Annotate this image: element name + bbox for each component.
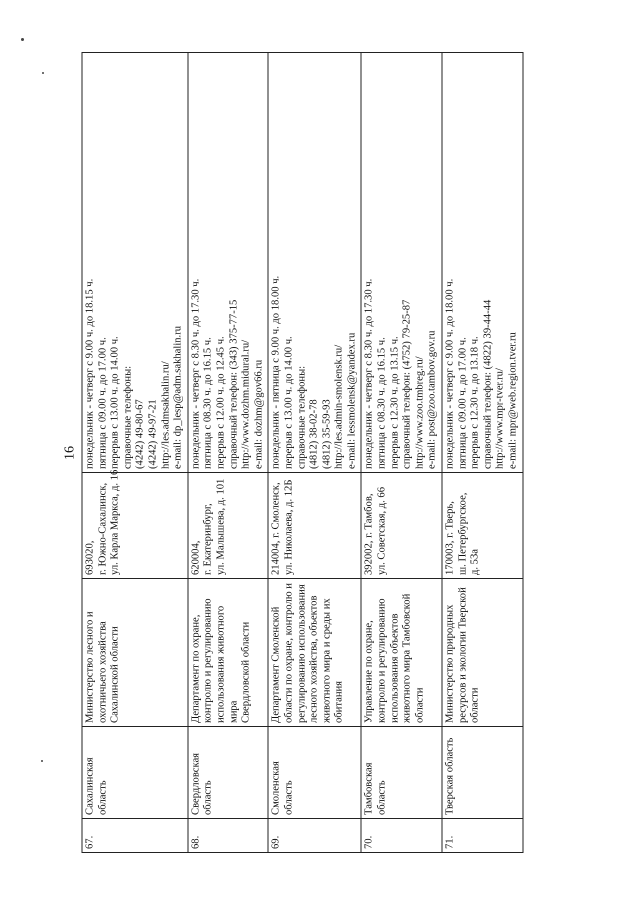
contact-line: перерыв с 12.00 ч. до 12.45 ч. [215, 335, 227, 469]
organization-cell [188, 578, 269, 726]
address-line: ул. Николаева, д. 12Б [283, 479, 295, 575]
contact-line: перерыв с 13.00 ч. до 14.00 ч. [109, 335, 121, 469]
organization-line: области [469, 687, 481, 723]
organization-line: Свердловской области [240, 621, 252, 723]
organization-line: ресурсов и экологии Тверской [457, 586, 469, 723]
contact-line: понедельник - пятница с 9.00 ч. до 18.00 ч. [270, 275, 282, 469]
region-name: Тверская область [444, 737, 456, 815]
address-cell [361, 472, 442, 578]
contact-line: справочный телефон: (4822) 39-44-44 [482, 299, 494, 469]
contact-line: (4812) 38-02-78 [308, 398, 320, 469]
contact-line: справочный телефон: (343) 375-77-15 [228, 299, 240, 469]
organization-line: Департамент по охране, [190, 614, 202, 723]
table-row [442, 52, 523, 852]
organization-line: области [414, 687, 426, 723]
contact-line: перерыв с 12.30 ч. до 13.18 ч. [469, 335, 481, 469]
contact-line: пятница с 09.00 ч. до 17.00 ч. [457, 336, 469, 469]
row-number: 67. [84, 835, 96, 849]
contact-line: понедельник - четверг с 8.30 ч. до 17.30 ч. [190, 278, 202, 469]
row-number: 69. [270, 835, 282, 849]
contact-link[interactable]: http://www.zoo.tmbreg.ru/ [414, 355, 426, 469]
contact-link[interactable]: e-mail: lessmolensk@yandex.ru [346, 332, 358, 469]
row-number: 71. [444, 835, 456, 849]
organization-line: лесного хозяйства, объектов [308, 595, 320, 723]
address-line: ул. Малышева, д. 101 [215, 478, 227, 575]
contact-line: пятница с 09.00 ч. до 17.00 ч. [97, 336, 109, 469]
row-number-cell [188, 818, 269, 852]
address-line: ул. Советская, д. 66 [376, 486, 388, 575]
region-cell [82, 726, 188, 818]
organization-line: обитания [333, 680, 345, 723]
contact-link[interactable]: e-mail: post@zoo.tambov.gov.ru [426, 330, 438, 469]
organization-line: Министерство лесного и [84, 610, 96, 723]
row-number-cell [361, 818, 442, 852]
table-row [82, 52, 188, 852]
contact-line: понедельник - четверг с 8.30 ч. до 17.30 ч. [363, 278, 375, 469]
address-line: 214004, г. Смоленск, [270, 481, 282, 575]
contact-link[interactable]: http://les.admin-smolensk.ru/ [333, 344, 345, 469]
region-cell [361, 726, 442, 818]
region-name: Свердловская область [190, 752, 214, 815]
contact-link[interactable]: http://les.admsakhalin.ru/ [160, 360, 172, 469]
contact-line: (4242) 49-80-67 [134, 398, 146, 469]
address-cell [268, 472, 361, 578]
contact-line: понедельник - четверг с 9.00 ч. до 18.15 ч. [84, 278, 96, 469]
address-line: 170003, г. Тверь, [444, 500, 456, 575]
address-line: 620004, [190, 540, 202, 575]
agencies-table [82, 52, 524, 853]
contact-line: пятница с 08.30 ч. до 16.15 ч. [202, 336, 214, 469]
region-cell [442, 726, 523, 818]
address-line: г. Южно-Сахалинск, [97, 482, 109, 575]
region-name: Смоленская область [270, 760, 295, 815]
address-cell [188, 472, 269, 578]
organization-line: животного мира и среды их [321, 597, 333, 723]
organization-line: Управление по охране, [363, 619, 375, 723]
contact-line: перерыв с 13.00 ч. до 14.00 ч. [283, 335, 295, 469]
organization-line: охотничьего хозяйства [97, 620, 109, 723]
address-line: д. 53а [469, 548, 481, 575]
organization-cell [442, 578, 523, 726]
organization-line: Департамент Смоленской [270, 606, 282, 723]
contact-line: (4242) 49-97-21 [147, 398, 159, 469]
contacts-cell [361, 52, 442, 472]
contact-link[interactable]: http://www.dozhm.midural.ru/ [240, 339, 252, 469]
table-row [361, 52, 442, 852]
contact-line: справочные телефоны: [122, 365, 134, 469]
contact-line: перерыв с 12.30 ч. до 13.15 ч. [389, 335, 401, 469]
row-number-cell [442, 818, 523, 852]
organization-line: области по охране, контролю и [283, 582, 295, 723]
address-line: 693020, [84, 540, 96, 575]
organization-cell [268, 578, 361, 726]
contact-line: справочный телефон: (4752) 79-25-87 [401, 299, 413, 469]
contacts-cell [188, 52, 269, 472]
table-row [268, 52, 361, 852]
address-cell [82, 469, 188, 578]
address-line: ш. Петербургское, [457, 492, 469, 575]
address-line: ул. Карла Маркса, д. 16 [109, 469, 121, 575]
scan-speck [21, 38, 24, 41]
contacts-cell [442, 52, 523, 472]
contact-link[interactable]: e-mail: mpr@web.region.tver.ru [507, 331, 519, 469]
organization-line: животного мира Тамбовской [401, 593, 413, 723]
rotated-page [62, 53, 573, 853]
organization-line: регулированию использования [296, 583, 307, 723]
table-row [188, 52, 269, 852]
address-line: г. Екатеринбург, [202, 502, 214, 575]
contact-link[interactable]: e-mail: dp_lesp@adm.sakhalin.ru [172, 325, 184, 469]
organization-line: использования объектов [389, 612, 401, 723]
region-cell [268, 726, 361, 818]
organization-cell [82, 578, 188, 726]
organization-line: Сахалинской области [109, 625, 121, 723]
contact-line: справочные телефоны: [296, 365, 307, 469]
organization-line: контролю и регулированию [376, 598, 388, 723]
region-name: Тамбовская область [363, 761, 388, 815]
organization-line: контролю и регулированию [202, 598, 214, 723]
contact-link[interactable]: e-mail: dozhm@gov66.ru [253, 359, 265, 469]
contacts-cell [82, 52, 188, 472]
row-number: 70. [363, 835, 375, 849]
page-number: 16 [62, 445, 78, 460]
contact-line: (4812) 35-59-93 [321, 398, 333, 469]
scan-speck [41, 760, 43, 762]
row-number-cell [268, 818, 361, 852]
region-cell [188, 726, 269, 818]
organization-cell [361, 578, 442, 726]
contacts-cell [268, 52, 361, 472]
row-number: 68. [190, 835, 202, 849]
contact-line: пятница с 08.30 ч. до 16.15 ч. [376, 336, 388, 469]
row-number-cell [82, 818, 188, 852]
scan-speck [42, 72, 44, 74]
address-cell [442, 472, 523, 578]
organization-line: Министерство природных [444, 604, 456, 723]
address-line: 392002, г. Тамбов, [363, 493, 375, 575]
region-name: Сахалинская область [84, 756, 109, 815]
contact-line: понедельник - четверг с 9.00 ч. до 18.00 ч. [444, 278, 456, 469]
contact-link[interactable]: http://www.mpr-tver.ru/ [494, 367, 506, 469]
organization-line: использования животного мира [215, 605, 240, 723]
